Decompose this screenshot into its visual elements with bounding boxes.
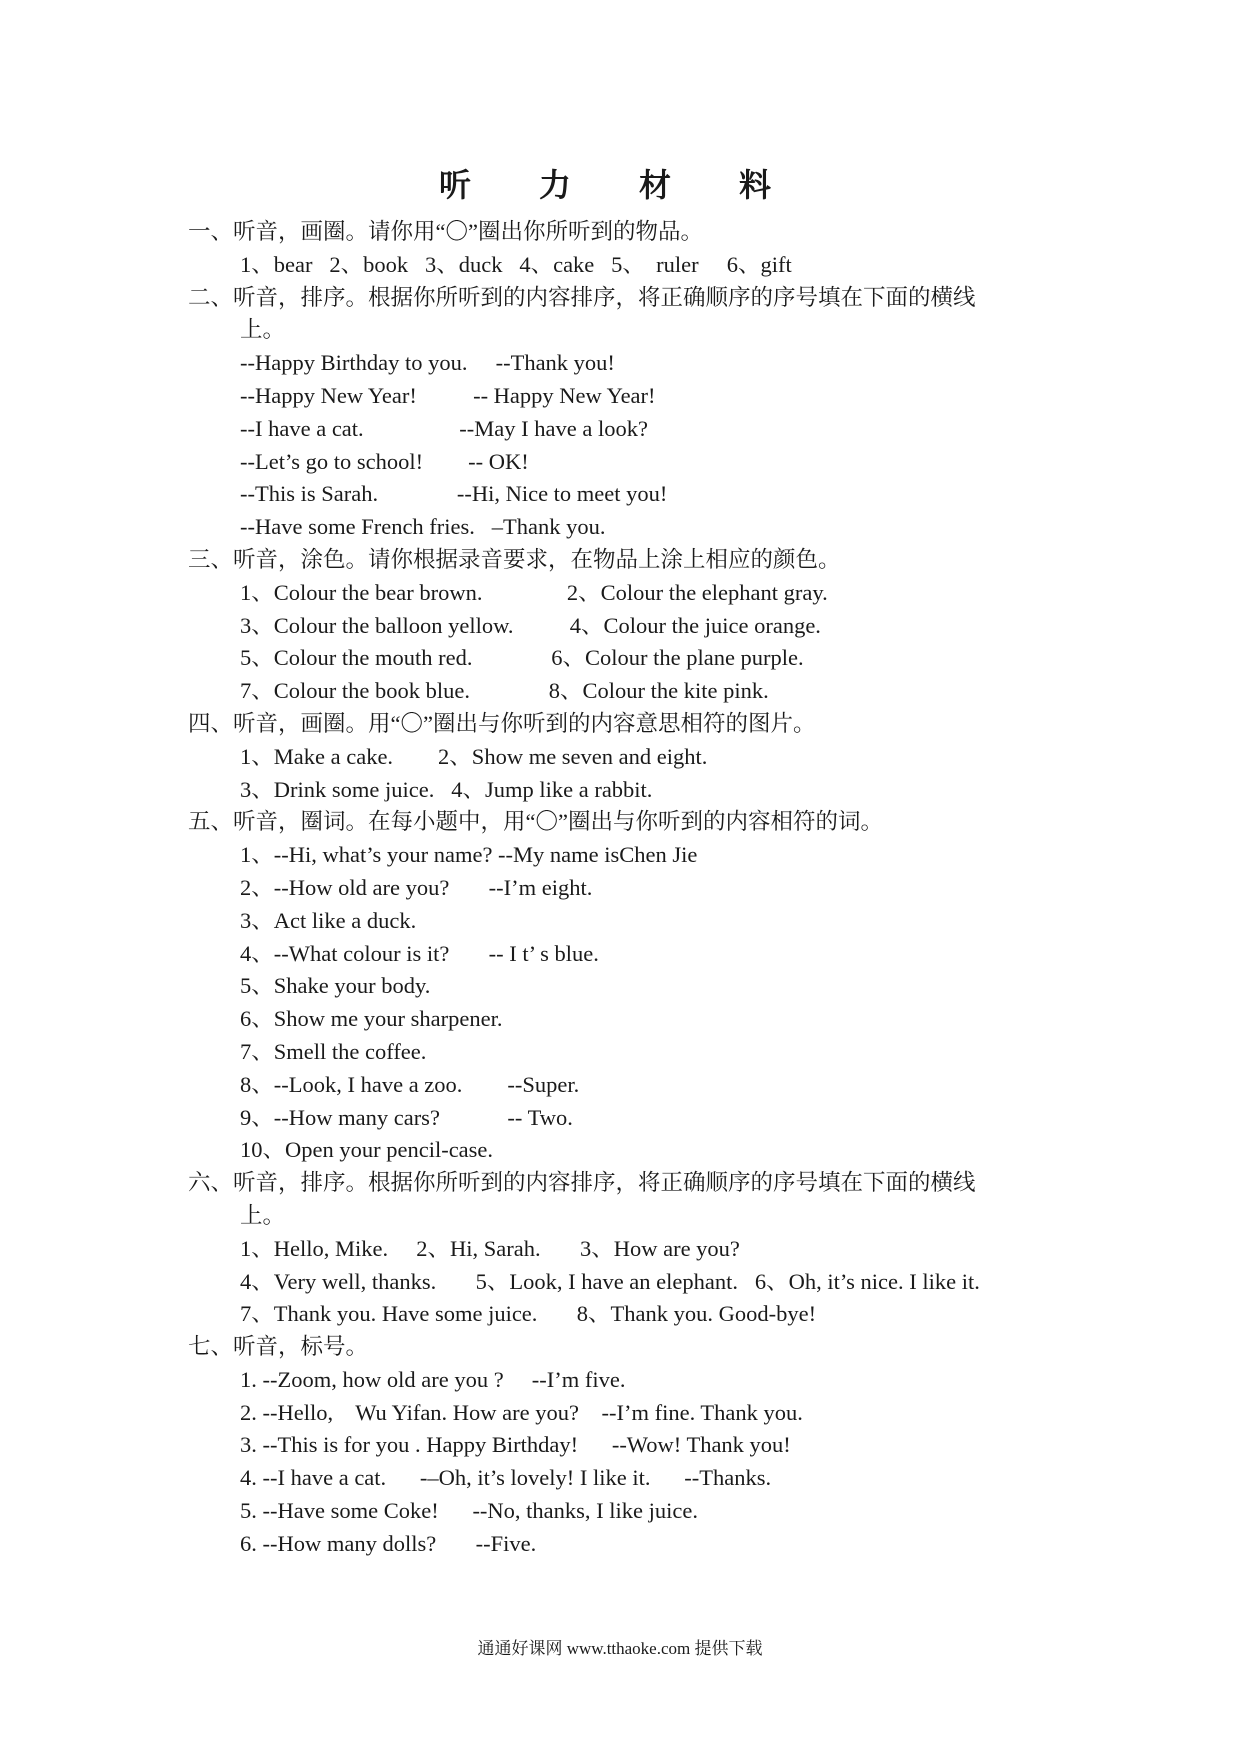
section-7-line: 4. --I have a cat. -–Oh, it’s lovely! I like it. --Thanks. — [240, 1465, 772, 1491]
page-title: 听 力 材 料 — [438, 167, 801, 203]
section-2-heading: 二、听音，排序。根据你所听到的内容排序，将正确顺序的序号填在下面的横线 — [188, 284, 976, 310]
section-6-line: 4、Very well, thanks. 5、Look, I have an elephant. 6、Oh, it’s nice. I like it. — [240, 1268, 980, 1294]
section-6-heading: 六、听音，排序。根据你所听到的内容排序，将正确顺序的序号填在下面的横线 — [188, 1170, 976, 1196]
section-2-line: --Let’s go to school! -- OK! — [240, 448, 529, 474]
section-4-line: 1、Make a cake. 2、Show me seven and eight. — [240, 743, 708, 769]
section-5-line: 3、Act like a duck. — [240, 907, 417, 933]
section-7-line: 2. --Hello, Wu Yifan. How are you? --I’m fine. Thank you. — [240, 1399, 803, 1425]
section-2-line: --I have a cat. --May I have a look? — [240, 415, 648, 441]
section-5-line: 5、Shake your body. — [240, 973, 431, 999]
section-3-line: 3、Colour the balloon yellow. 4、Colour the juice orange. — [240, 612, 821, 638]
section-5-line: 1、--Hi, what’s your name? --My name isChen Jie — [240, 842, 698, 868]
section-5-line: 8、--Look, I have a zoo. --Super. — [240, 1071, 580, 1097]
section-2-line: --Happy New Year! -- Happy New Year! — [240, 382, 656, 408]
section-1-heading: 一、听音，画圈。请你用“〇”圈出你所听到的物品。 — [188, 219, 703, 244]
section-6-line: 7、Thank you. Have some juice. 8、Thank you. Good-bye! — [240, 1301, 817, 1327]
section-5-line: 9、--How many cars? -- Two. — [240, 1104, 573, 1130]
section-7-line: 5. --Have some Coke! --No, thanks, I like juice. — [240, 1498, 698, 1524]
section-7-heading: 七、听音，标号。 — [188, 1334, 369, 1360]
section-4-line: 3、Drink some juice. 4、Jump like a rabbit. — [240, 776, 653, 802]
section-5-heading: 五、听音，圈词。在每小题中，用“〇”圈出与你听到的内容相符的词。 — [188, 809, 883, 835]
page-footer: 通通好课网 www.tthaoke.com 提供下载 — [477, 1639, 763, 1658]
section-5-line: 7、Smell the coffee. — [240, 1038, 427, 1064]
section-2-line: --Happy Birthday to you. --Thank you! — [240, 350, 615, 376]
section-3-line: 1、Colour the bear brown. 2、Colour the elephant gray. — [240, 579, 828, 605]
section-7-line: 1. --Zoom, how old are you ? --I’m five. — [240, 1366, 626, 1392]
section-7-line: 3. --This is for you . Happy Birthday! --Wow! Thank you! — [240, 1432, 791, 1458]
section-5-line: 6、Show me your sharpener. — [240, 1006, 503, 1032]
section-3-heading: 三、听音，涂色。请你根据录音要求，在物品上涂上相应的颜色。 — [188, 546, 841, 572]
section-2-line: --This is Sarah. --Hi, Nice to meet you! — [240, 481, 668, 507]
section-5-line: 10、Open your pencil-case. — [240, 1137, 494, 1163]
section-3-line: 5、Colour the mouth red. 6、Colour the plane purple. — [240, 645, 804, 671]
section-5-line: 4、--What colour is it? -- I t’ s blue. — [240, 940, 599, 966]
listening-material — [188, 216, 1088, 1561]
section-7-line: 6. --How many dolls? --Five. — [240, 1530, 537, 1556]
section-2-line: --Have some French fries. –Thank you. — [240, 514, 606, 540]
section-2-heading-cont: 上。 — [240, 317, 286, 343]
section-6-line: 1、Hello, Mike. 2、Hi, Sarah. 3、How are you? — [240, 1235, 740, 1261]
section-1-line: 1、bear 2、book 3、duck 4、cake 5、 ruler 6、gift — [240, 251, 792, 277]
section-3-line: 7、Colour the book blue. 8、Colour the kite pink. — [240, 678, 769, 704]
section-5-line: 2、--How old are you? --I’m eight. — [240, 874, 593, 900]
section-4-heading: 四、听音，画圈。用“〇”圈出与你听到的内容意思相符的图片。 — [188, 710, 816, 736]
section-6-heading-cont: 上。 — [240, 1202, 286, 1228]
